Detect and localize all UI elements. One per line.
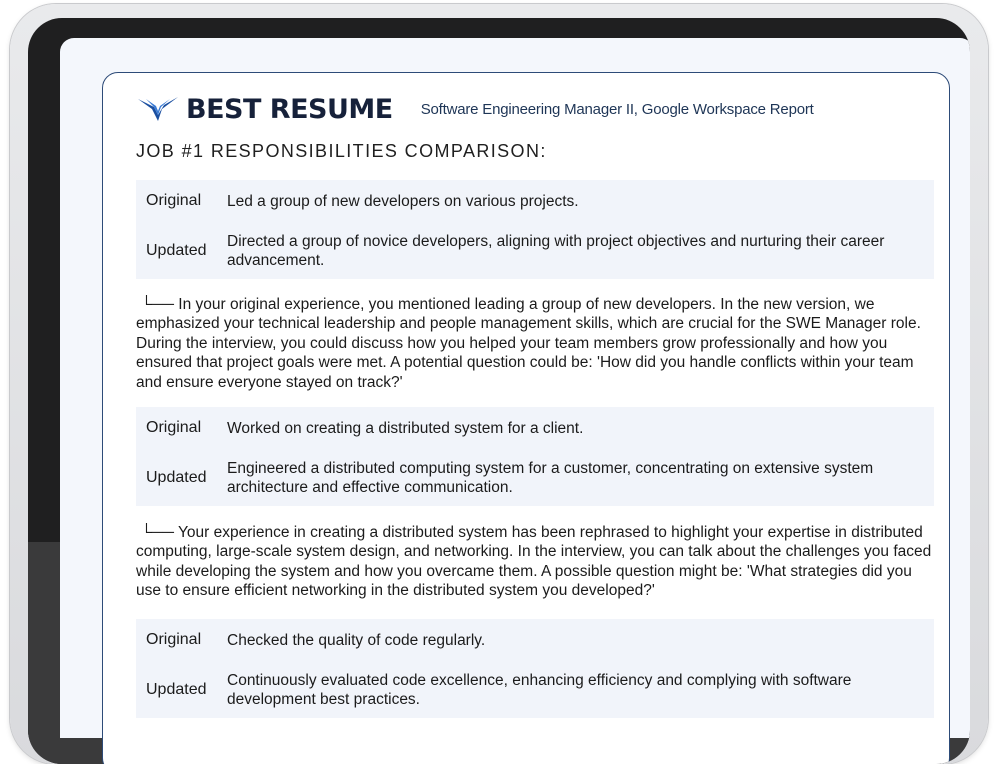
original-row (136, 180, 934, 222)
original-text: Led a group of new developers on various projects. (227, 192, 579, 210)
report-header (136, 93, 814, 125)
explanation-2 (136, 523, 936, 601)
updated-text: Engineered a distributed computing system for a customer, concentrating on extensive system architecture and effective communication. (227, 459, 874, 496)
original-label: Original (146, 419, 202, 436)
tree-branch-icon: └── (141, 524, 174, 541)
original-text: Worked on creating a distributed system for a client. (227, 419, 584, 437)
comparison-block-3 (136, 619, 934, 718)
updated-text: Continuously evaluated code excellence, enhancing efficiency and complying with software development best practices. (227, 671, 852, 708)
report-title: Software Engineering Manager II, Google Workspace Report (420, 100, 814, 118)
tree-branch-icon: └── (141, 296, 174, 313)
original-row (136, 619, 934, 661)
updated-label: Updated (146, 680, 207, 698)
explanation-1 (136, 295, 936, 392)
updated-label: Updated (146, 468, 207, 486)
tablet-frame (10, 4, 988, 764)
original-label: Original (146, 192, 202, 209)
explanation-text: Your experience in creating a distributed system has been rephrased to highlight your expertise in distributed computing, large-scale system design, and networking. In the interview, you can talk about the challenges you faced while developing the system and how you overcame them. A possible question might be: 'What strategies did you use to ensure efficient networking in the distributed system you developed?' (136, 524, 932, 600)
tablet-screen (60, 38, 970, 738)
updated-text: Directed a group of novice developers, aligning with project objectives and nurturing their career advancement. (227, 232, 885, 269)
bird-logo-icon (136, 95, 180, 123)
comparison-block-1 (136, 180, 934, 279)
explanation-text: In your original experience, you mentioned leading a group of new developers. In the new version, we emphasized your technical leadership and people management skills, which are crucial for the SWE Manager role. During the interview, you could discuss how you helped your team members grow professionally and how you ensured that project goals were met. A potential question could be: 'How did you handle conflicts within your team and ensure everyone stayed on track?' (136, 296, 921, 391)
original-label: Original (146, 631, 202, 648)
updated-row (136, 222, 934, 279)
original-row (136, 407, 934, 449)
updated-label: Updated (146, 241, 207, 259)
section-title: JOB #1 RESPONSIBILITIES COMPARISON: (136, 141, 547, 161)
comparison-block-2 (136, 407, 934, 506)
updated-row (136, 661, 934, 718)
report-card (102, 72, 950, 764)
updated-row (136, 449, 934, 506)
brand-name: BEST RESUME (186, 93, 393, 125)
original-text: Checked the quality of code regularly. (227, 631, 486, 649)
tablet-bezel (28, 18, 970, 764)
